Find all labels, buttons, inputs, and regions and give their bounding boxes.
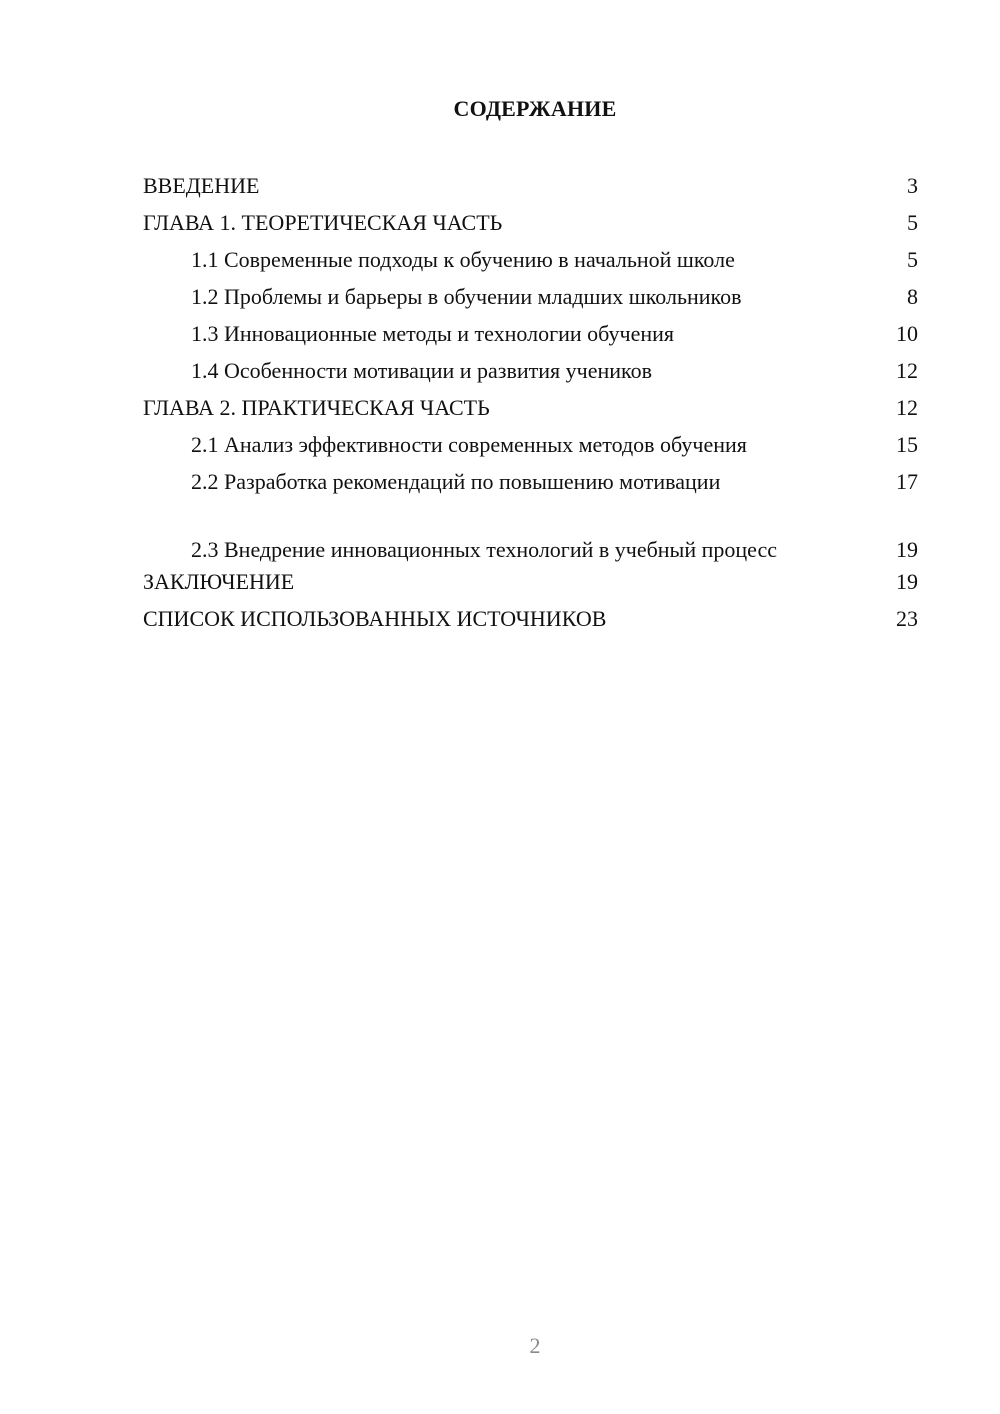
toc-entry-page: 5: [907, 210, 918, 235]
toc-entry-label: 2.3 Внедрение инновационных технологий в учебный процесс: [191, 537, 777, 562]
toc-entry-page: 10: [896, 321, 918, 346]
table-of-contents: [143, 167, 918, 637]
toc-entry-chapter-2: [143, 389, 918, 426]
page-number: 2: [529, 1333, 541, 1358]
toc-entry-section-2-2: [143, 463, 918, 500]
toc-entry-page: 19: [896, 537, 918, 562]
toc-entry-page: 15: [896, 432, 918, 457]
toc-entry-page: 23: [896, 606, 918, 631]
toc-entry-page: 8: [907, 284, 918, 309]
toc-entry-section-1-3: [143, 315, 918, 352]
toc-entry-label: СПИСОК ИСПОЛЬЗОВАННЫХ ИСТОЧНИКОВ: [143, 606, 607, 631]
toc-entry-introduction: [143, 167, 918, 204]
toc-entry-page: 19: [896, 569, 918, 594]
toc-entry-page: 17: [896, 469, 918, 494]
toc-entry-label: 1.3 Инновационные методы и технологии обучения: [191, 321, 675, 346]
toc-entry-label: ЗАКЛЮЧЕНИЕ: [143, 569, 295, 594]
toc-entry-label: ГЛАВА 1. ТЕОРЕТИЧЕСКАЯ ЧАСТЬ: [143, 210, 503, 235]
toc-heading: СОДЕРЖАНИЕ: [453, 96, 617, 121]
toc-entry-section-1-1: [143, 241, 918, 278]
toc-entry-page: 12: [896, 395, 918, 420]
toc-entry-section-2-1: [143, 426, 918, 463]
toc-entry-section-1-4: [143, 352, 918, 389]
toc-entry-page: 5: [907, 247, 918, 272]
toc-entry-label: ГЛАВА 2. ПРАКТИЧЕСКАЯ ЧАСТЬ: [143, 395, 490, 420]
toc-entry-label: 1.4 Особенности мотивации и развития учеников: [191, 358, 653, 383]
toc-entry-section-2-3: [143, 500, 918, 563]
toc-entry-references: [143, 600, 918, 637]
toc-entry-conclusion: [143, 563, 918, 600]
toc-entry-label: 1.1 Современные подходы к обучению в начальной школе: [191, 247, 735, 272]
toc-entry-chapter-1: [143, 204, 918, 241]
toc-entry-page: 12: [896, 358, 918, 383]
toc-entry-page: 3: [907, 173, 918, 198]
toc-entry-label: 2.2 Разработка рекомендаций по повышению мотивации: [191, 469, 721, 494]
toc-entry-section-1-2: [143, 278, 918, 315]
toc-entry-label: 1.2 Проблемы и барьеры в обучении младших школьников: [191, 284, 742, 309]
toc-entry-label: 2.1 Анализ эффективности современных методов обучения: [191, 432, 747, 457]
toc-entry-label: ВВЕДЕНИЕ: [143, 173, 260, 198]
